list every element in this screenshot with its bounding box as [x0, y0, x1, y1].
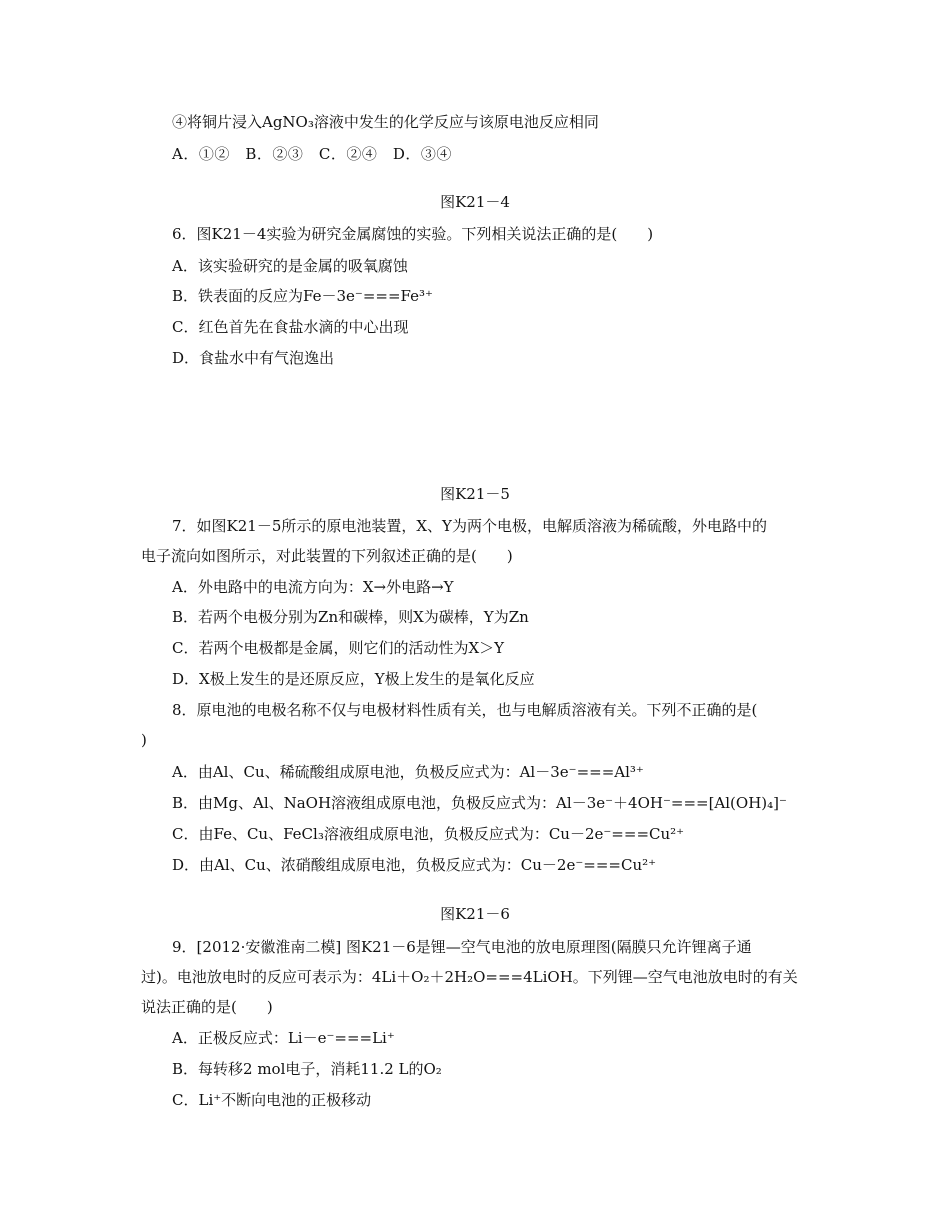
q9-stem-line-3: 说法正确的是( ): [141, 998, 273, 1016]
q5-item-4: ④将铜片浸入AgNO₃溶液中发生的化学反应与该原电池反应相同: [172, 113, 599, 131]
q9-stem-line-2: 过)。电池放电时的反应可表示为：4Li＋O₂＋2H₂O===4LiOH。下列锂—空气电池放电时的有关: [141, 968, 798, 986]
q6-option-b: B．铁表面的反应为Fe－3e⁻===Fe³⁺: [172, 287, 433, 305]
q7-option-c: C．若两个电极都是金属，则它们的活动性为X＞Y: [172, 639, 505, 657]
q7-stem-line-2: 电子流向如图所示，对此装置的下列叙述正确的是( ): [141, 547, 513, 565]
q8-stem-line-1: 8．原电池的电极名称不仅与电极材料性质有关，也与电解质溶液有关。下列不正确的是(: [172, 701, 758, 719]
figure-caption-k21-6: 图K21－6: [440, 905, 510, 923]
q8-option-a: A．由Al、Cu、稀硫酸组成原电池，负极反应式为：Al－3e⁻===Al³⁺: [172, 763, 644, 781]
q6-option-a: A．该实验研究的是金属的吸氧腐蚀: [172, 257, 408, 275]
figure-caption-k21-5: 图K21－5: [440, 485, 510, 503]
q7-stem-line-1: 7．如图K21－5所示的原电池装置，X、Y为两个电极，电解质溶液为稀硫酸，外电路中的: [172, 517, 767, 535]
q6-option-d: D．食盐水中有气泡逸出: [172, 349, 335, 367]
q8-option-b: B．由Mg、Al、NaOH溶液组成原电池，负极反应式为：Al－3e⁻＋4OH⁻===[Al(OH)₄]⁻: [172, 794, 787, 812]
q7-option-a: A．外电路中的电流方向为：X→外电路→Y: [172, 578, 454, 596]
figure-caption-k21-4: 图K21－4: [440, 193, 510, 211]
q5-options: A．①② B．②③ C．②④ D．③④: [172, 145, 452, 163]
q7-option-b: B．若两个电极分别为Zn和碳棒，则X为碳棒，Y为Zn: [172, 608, 529, 626]
q8-option-d: D．由Al、Cu、浓硝酸组成原电池，负极反应式为：Cu－2e⁻===Cu²⁺: [172, 856, 657, 874]
q6-stem: 6．图K21－4实验为研究金属腐蚀的实验。下列相关说法正确的是( ): [172, 225, 654, 243]
q9-stem-line-1: 9．[2012·安徽淮南二模] 图K21－6是锂—空气电池的放电原理图(隔膜只允许锂离子通: [172, 938, 752, 956]
q8-option-c: C．由Fe、Cu、FeCl₃溶液组成原电池，负极反应式为：Cu－2e⁻===Cu²⁺: [172, 825, 685, 843]
q9-option-b: B．每转移2 mol电子，消耗11.2 L的O₂: [172, 1060, 442, 1078]
q6-option-c: C．红色首先在食盐水滴的中心出现: [172, 318, 409, 336]
q9-option-a: A．正极反应式：Li－e⁻===Li⁺: [172, 1029, 395, 1047]
q8-stem-line-2: ): [141, 731, 147, 749]
q9-option-c: C．Li⁺不断向电池的正极移动: [172, 1091, 372, 1109]
q7-option-d: D．X极上发生的是还原反应，Y极上发生的是氧化反应: [172, 670, 535, 688]
